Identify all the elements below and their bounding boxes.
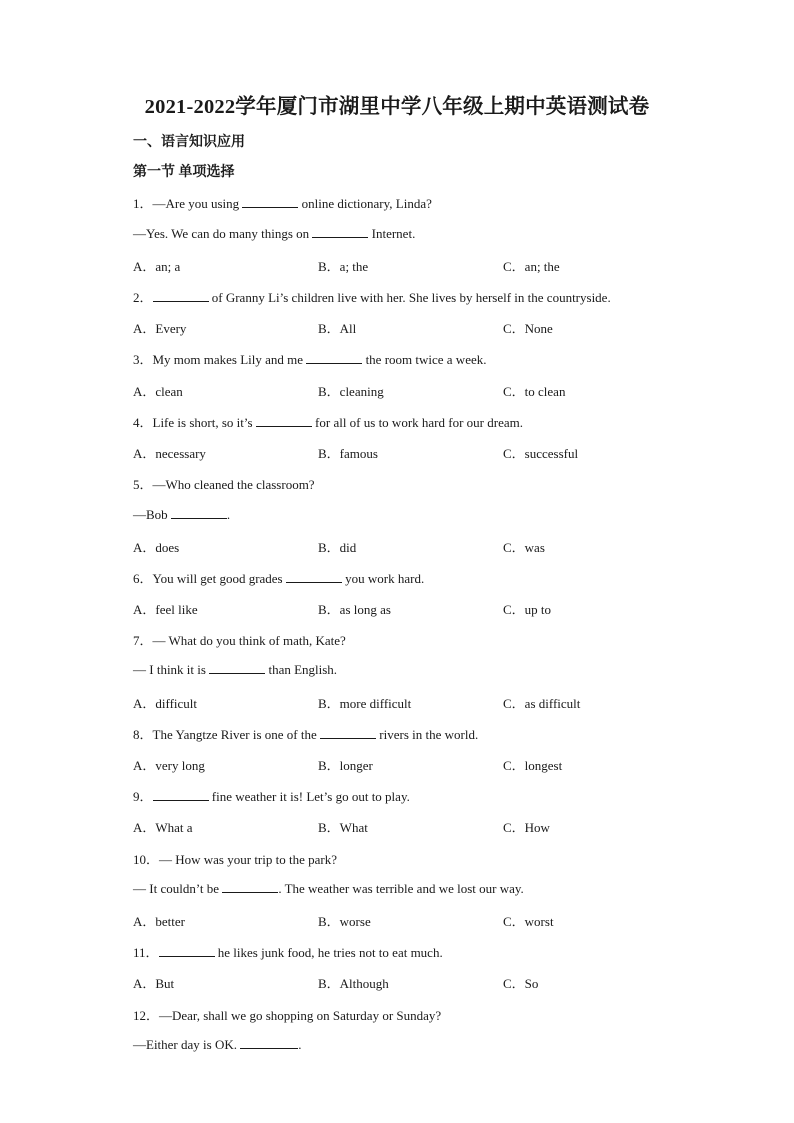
question-8-option-b[interactable]: B．longer <box>318 758 373 773</box>
question-11-option-b[interactable]: B．Although <box>318 976 389 991</box>
question-7-option-c[interactable]: C．as difficult <box>503 696 581 711</box>
question-11-option-a[interactable]: A．But <box>133 976 175 991</box>
question-10-line-1: 10．— How was your trip to the park? <box>133 852 337 867</box>
question-1-option-c[interactable]: C．an; the <box>503 259 560 274</box>
question-4-line-1: 4．Life is short, so it’s for all of us to work hard for our dream. <box>133 415 523 430</box>
question-2-line-1: 2． of Granny Li’s children live with her. She lives by herself in the countryside. <box>133 290 611 305</box>
answer-blank <box>256 414 312 427</box>
question-8-line-1: 8．The Yangtze River is one of the rivers in the world. <box>133 727 479 742</box>
page-title: 2021-2022学年厦门市湖里中学八年级上期中英语测试卷 <box>144 96 650 118</box>
question-11-line-1: 11． he likes junk food, he tries not to eat much. <box>133 945 443 960</box>
question-5-line-2: —Bob . <box>133 507 231 522</box>
question-8-option-a[interactable]: A．very long <box>133 758 205 773</box>
question-10-option-b[interactable]: B．worse <box>318 914 371 929</box>
question-9-option-b[interactable]: B．What <box>318 820 368 835</box>
answer-blank <box>159 944 215 957</box>
question-9-line-1: 9． fine weather it is! Let’s go out to play. <box>133 789 410 804</box>
question-6-option-a[interactable]: A．feel like <box>133 602 198 617</box>
question-4-option-c[interactable]: C．successful <box>503 446 579 461</box>
question-1-option-a[interactable]: A．an; a <box>133 259 181 274</box>
question-7-option-a[interactable]: A．difficult <box>133 696 198 711</box>
question-4-option-b[interactable]: B．famous <box>318 446 378 461</box>
section-heading: 第一节 单项选择 <box>133 165 235 180</box>
answer-blank <box>153 289 209 302</box>
question-6-option-c[interactable]: C．up to <box>503 602 552 617</box>
question-7-line-2: — I think it is than English. <box>133 662 338 677</box>
question-11-option-c[interactable]: C．So <box>503 976 539 991</box>
question-3-option-c[interactable]: C．to clean <box>503 384 566 399</box>
question-12-line-2: —Either day is OK. . <box>133 1037 302 1052</box>
answer-blank <box>209 661 265 674</box>
answer-blank <box>171 506 227 519</box>
question-5-option-c[interactable]: C．was <box>503 540 545 555</box>
question-7-line-1: 7．— What do you think of math, Kate? <box>133 633 346 648</box>
question-6-option-b[interactable]: B．as long as <box>318 602 391 617</box>
question-3-line-1: 3．My mom makes Lily and me the room twice a week. <box>133 352 487 367</box>
answer-blank <box>320 726 376 739</box>
question-10-line-2: — It couldn’t be . The weather was terrible and we lost our way. <box>133 881 524 896</box>
answer-blank <box>286 570 342 583</box>
answer-blank <box>240 1036 298 1049</box>
question-1-line-1: 1．—Are you using online dictionary, Linda? <box>133 196 432 211</box>
question-3-option-a[interactable]: A．clean <box>133 384 183 399</box>
question-3-option-b[interactable]: B．cleaning <box>318 384 384 399</box>
question-2-option-c[interactable]: C．None <box>503 321 553 336</box>
question-5-option-a[interactable]: A．does <box>133 540 180 555</box>
answer-blank <box>242 195 298 208</box>
answer-blank <box>222 880 278 893</box>
answer-blank <box>153 788 209 801</box>
question-2-option-b[interactable]: B．All <box>318 321 357 336</box>
question-10-option-a[interactable]: A．better <box>133 914 185 929</box>
answer-blank <box>306 351 362 364</box>
question-7-option-b[interactable]: B．more difficult <box>318 696 412 711</box>
question-4-option-a[interactable]: A．necessary <box>133 446 206 461</box>
question-1-line-2: —Yes. We can do many things on Internet. <box>133 226 416 241</box>
question-1-option-b[interactable]: B．a; the <box>318 259 369 274</box>
question-12-line-1: 12．—Dear, shall we go shopping on Saturday or Sunday? <box>133 1008 442 1023</box>
answer-blank <box>312 225 368 238</box>
question-9-option-a[interactable]: A．What a <box>133 820 193 835</box>
part-heading: 一、语言知识应用 <box>133 135 245 150</box>
question-5-option-b[interactable]: B．did <box>318 540 357 555</box>
question-8-option-c[interactable]: C．longest <box>503 758 563 773</box>
question-6-line-1: 6．You will get good grades you work hard. <box>133 571 425 586</box>
question-9-option-c[interactable]: C．How <box>503 820 550 835</box>
question-2-option-a[interactable]: A．Every <box>133 321 187 336</box>
question-10-option-c[interactable]: C．worst <box>503 914 554 929</box>
question-5-line-1: 5．—Who cleaned the classroom? <box>133 477 315 492</box>
